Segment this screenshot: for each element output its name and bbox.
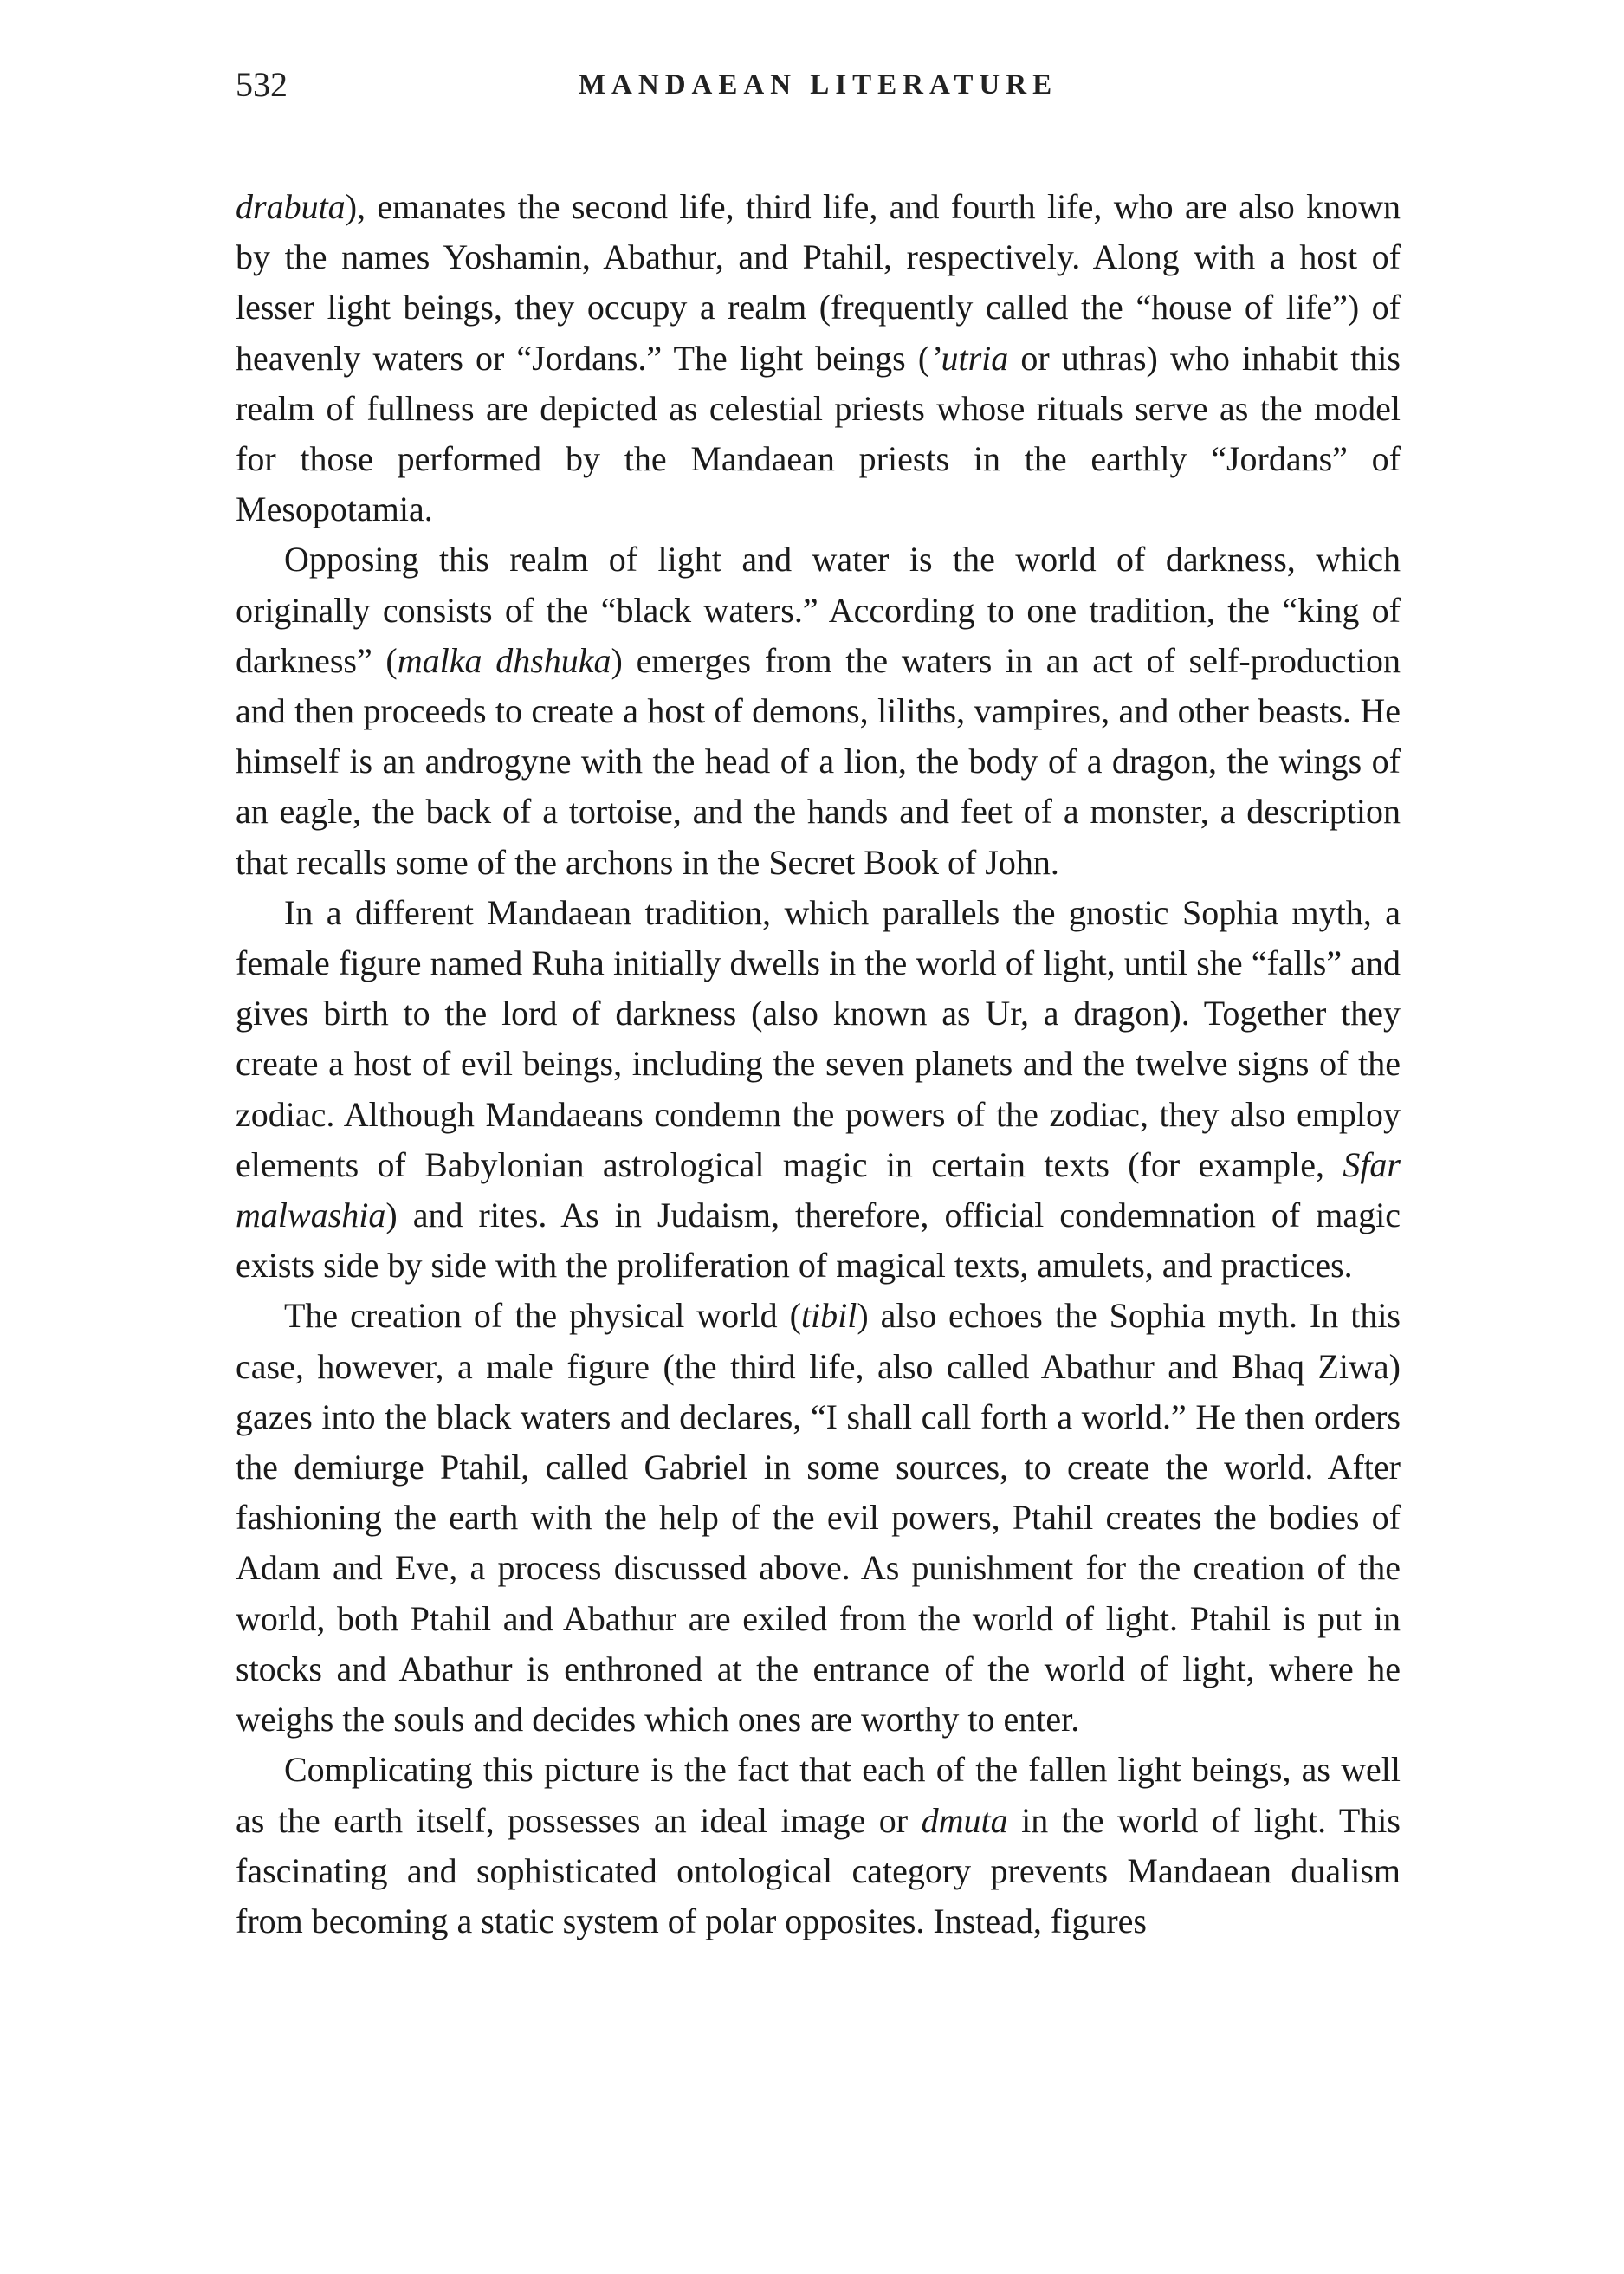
paragraph-1-segment: drabuta	[236, 187, 346, 226]
paragraph-4	[236, 1291, 1401, 1745]
paragraph-1-segment: or uthras) who inhabit this realm of fullness are depicted as celestial priests whose rituals serve as the model for those performed by the Mandaean priests in the earthly “Jordans” of Mesopotamia.	[236, 338, 1401, 529]
paragraph-3-segment: In a different Mandaean tradition, which parallels the gnostic Sophia myth, a female figure named Ruha initially dwells in the world of light, until she “falls” and gives birth to the lord of darkness (also known as Ur, a dragon). Together they create a host of evil beings, including the seven planets and the twelve signs of the zodiac. Although Mandaeans condemn the powers of the zodiac, they also employ elements of Babylonian astrological magic in certain texts (for example,	[236, 892, 1401, 1184]
paragraph-3	[236, 888, 1401, 1292]
paragraph-4-segment: tibil	[800, 1296, 857, 1336]
page-number: 532	[236, 65, 288, 104]
paragraph-4-segment: The creation of the physical world (	[284, 1296, 801, 1336]
paragraph-1-segment: ’utria	[929, 338, 1009, 378]
paragraph-3-segment: Sfar malwashia	[236, 1144, 1401, 1235]
paragraph-2-segment: ) emerges from the waters in an act of self-production and then proceeds to create a host of demons, liliths, vampires, and other beasts. He himself is an androgyne with the head of a lion, the body of a dragon, the wings of an eagle, the back of a tortoise, and the hands and feet of a monster, a description that recalls some of the archons in the Secret Book of John.	[236, 640, 1401, 882]
paragraph-2-segment: malka dhshuka	[397, 640, 611, 680]
paragraph-1-segment: ), emanates the second life, third life, and fourth life, who are also known by the names Yoshamin, Abathur, and Ptahil, respectively. Along with a host of lesser light beings, they occupy a realm (frequently called the “house of life”) of heavenly waters or “Jordans.” The light beings (	[236, 187, 1401, 378]
running-head	[236, 59, 1401, 111]
paragraph-5-segment: Complicating this picture is the fact that each of the fallen light beings, as well as the earth itself, possesses an ideal image or	[236, 1750, 1401, 1840]
paragraph-5-segment: dmuta	[921, 1800, 1008, 1840]
paragraph-5-segment: in the world of light. This fascinating and sophisticated ontological category prevents Mandaean dualism from becoming a static system of polar opposites. Instead, figures	[236, 1800, 1401, 1940]
paragraph-4-segment: ) also echoes the Sophia myth. In this case, however, a male figure (the third life, also called Abathur and Bhaq Ziwa) gazes into the black waters and declares, “I shall call forth a world.” He then orders the demiurge Ptahil, called Gabriel in some sources, to create the world. After fashioning the earth with the help of the evil powers, Ptahil creates the bodies of Adam and Eve, a process discussed above. As punishment for the creation of the world, both Ptahil and Abathur are exiled from the world of light. Ptahil is put in stocks and Abathur is enthroned at the entrance of the world of light, where he weighs the souls and decides which ones are worthy to enter.	[236, 1296, 1401, 1740]
paragraph-2-segment: Opposing this realm of light and water is the world of darkness, which originally consists of the “black waters.” According to one tradition, the “king of darkness” (	[236, 540, 1401, 680]
paragraph-1	[236, 182, 1401, 534]
paragraph-2	[236, 534, 1401, 887]
paragraph-3-segment: ) and rites. As in Judaism, therefore, official condemnation of magic exists side by side with the proliferation of magical texts, amulets, and practices.	[236, 1195, 1401, 1286]
running-title: MANDAEAN LITERATURE	[578, 69, 1058, 100]
body-text	[236, 182, 1401, 1947]
paragraph-5	[236, 1745, 1401, 1947]
